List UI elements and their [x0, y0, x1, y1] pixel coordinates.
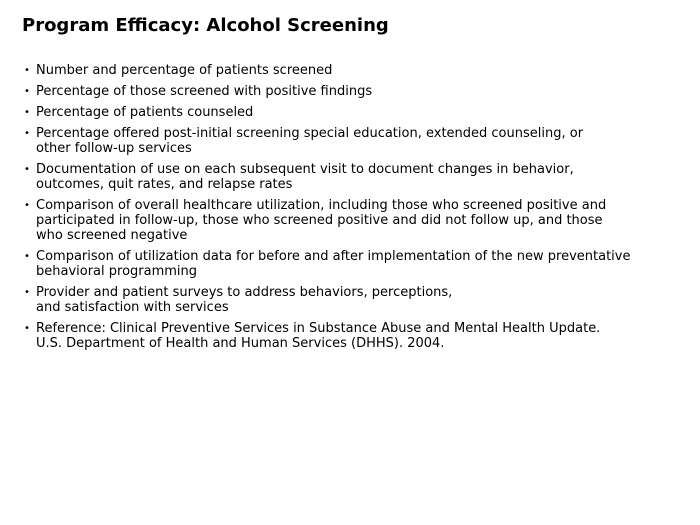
bullet-dot-icon: •	[24, 65, 30, 76]
bullet-dot-icon: •	[24, 86, 30, 97]
bullet-text: Percentage of patients counseled	[36, 105, 254, 120]
bullet-item	[24, 162, 664, 192]
bullet-item	[24, 285, 664, 315]
bullet-text: Provider and patient surveys to address behaviors, perceptions, and satisfaction with services	[36, 285, 453, 315]
bullet-dot-icon: •	[24, 287, 30, 298]
bullet-dot-icon: •	[24, 200, 30, 211]
bullet-text: Percentage offered post-initial screening special education, extended counseling, or other follow-up services	[36, 126, 584, 156]
bullet-dot-icon: •	[24, 323, 30, 334]
bullet-item-reference	[24, 321, 664, 351]
bullet-dot-icon: •	[24, 164, 30, 175]
bullet-dot-icon: •	[24, 128, 30, 139]
bullet-text: Percentage of those screened with positive findings	[36, 84, 373, 99]
bullet-text: Comparison of utilization data for before and after implementation of the new preventative behavioral programming	[36, 249, 631, 279]
bullet-dot-icon: •	[24, 251, 30, 262]
bullet-item	[24, 63, 664, 78]
bullet-item	[24, 105, 664, 120]
bullet-list	[24, 63, 664, 357]
bullet-text: Documentation of use on each subsequent visit to document changes in behavior, outcomes, quit rates, and relapse rates	[36, 162, 574, 192]
reference-text: Reference: Clinical Preventive Services in Substance Abuse and Mental Health Update. U.S. Department of Health and Human Services (DHHS). 2004.	[36, 321, 601, 351]
bullet-item	[24, 126, 664, 156]
bullet-text: Comparison of overall healthcare utilization, including those who screened positive and participated in follow-up, those who screened positive and did not follow up, and those who screened negative	[36, 198, 607, 243]
bullet-item	[24, 84, 664, 99]
bullet-item	[24, 198, 664, 243]
bullet-item	[24, 249, 664, 279]
bullet-text: Number and percentage of patients screened	[36, 63, 333, 78]
bullet-dot-icon: •	[24, 107, 30, 118]
slide-title: Program Efficacy: Alcohol Screening	[22, 15, 389, 36]
